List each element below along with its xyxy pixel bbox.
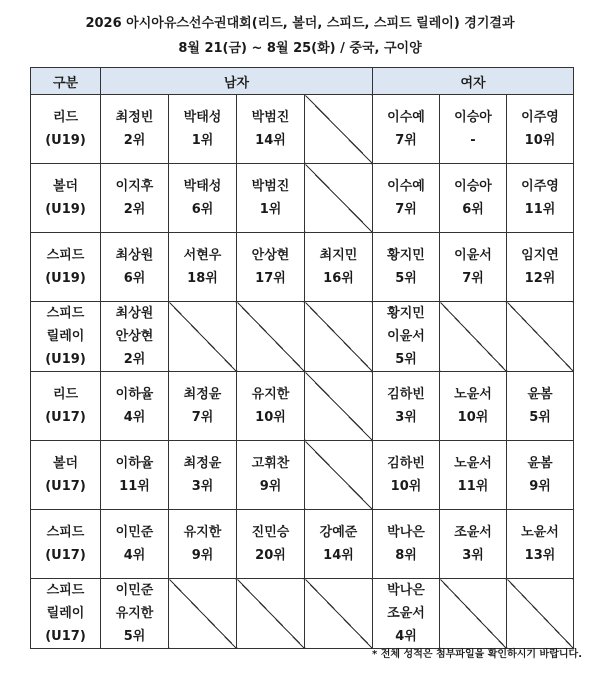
footnote: * 전체 성적은 첨부파일을 확인하시기 바랍니다. [372,649,582,660]
rank-label: - [470,133,476,148]
rank-label: 5위 [395,352,417,367]
female-player-cell [440,441,507,510]
female-player-cell [440,510,507,579]
male-player-cell [101,233,169,302]
rank-label: 4위 [395,629,417,644]
female-player-cell [507,372,574,441]
rank-label: 12위 [524,271,556,286]
male-player-cell [169,441,237,510]
player-name: 윤봄 [527,387,553,402]
table-row [31,233,574,302]
page-title: 2026 아시아유스선수권대회(리드, 볼더, 스피드, 스피드 릴레이) 경기결과 [85,16,515,31]
category-label: 릴레이 [46,329,85,344]
male-player-cell [101,95,169,164]
female-player-cell [507,95,574,164]
category-cell [31,164,101,233]
player-name: 이윤서 [387,329,425,344]
player-name: 황지민 [387,248,425,263]
player-name: 최상원 [115,248,154,263]
female-player-cell [440,233,507,302]
player-name: 최정빈 [115,110,154,125]
player-name: 이민준 [115,525,154,540]
player-name: 이하율 [115,456,154,471]
category-label: 스피드 [46,248,85,263]
female-player-cell [440,95,507,164]
category-label: 스피드 [46,306,85,321]
table-row [31,441,574,510]
rank-label: 11위 [524,202,556,217]
category-label: (U17) [45,629,86,644]
rank-label: 14위 [323,548,354,563]
empty-cell [305,302,373,372]
category-label: 리드 [52,110,79,125]
empty-cell [440,579,507,649]
rank-label: 14위 [255,133,286,148]
player-name: 조윤서 [387,606,425,621]
player-name: 박나은 [387,583,425,598]
rank-label: 9위 [259,479,282,494]
header-female: 여자 [373,68,574,95]
player-name: 황지민 [387,306,425,321]
player-name: 노윤서 [454,387,492,402]
empty-cell [305,441,373,510]
rank-label: 10위 [390,479,422,494]
rank-label: 2위 [123,133,146,148]
male-player-cell [237,441,305,510]
male-player-cell [169,164,237,233]
male-player-cell [169,95,237,164]
rank-label: 3위 [395,410,417,425]
category-label: 스피드 [46,525,85,540]
rank-label: 9위 [191,548,214,563]
player-name: 노윤서 [454,456,492,471]
header-row [31,68,574,95]
female-player-cell [373,302,440,372]
empty-cell [237,579,305,649]
category-label: 리드 [52,387,79,402]
player-name: 이윤서 [454,248,492,263]
rank-label: 16위 [323,271,354,286]
male-player-cell [169,510,237,579]
table-row [31,164,574,233]
player-name: 박범진 [251,110,290,125]
empty-cell [169,579,237,649]
player-name: 최지민 [319,248,358,263]
rank-label: 5위 [123,629,146,644]
category-label: (U19) [45,271,86,286]
category-cell [31,233,101,302]
rank-label: 4위 [123,410,146,425]
player-name: 이수예 [387,110,425,125]
category-label: (U19) [45,202,86,217]
rank-label: 7위 [395,202,417,217]
table-row [31,579,574,649]
rank-label: 9위 [529,479,551,494]
female-player-cell [507,510,574,579]
rank-label: 2위 [123,352,146,367]
male-player-cell [237,233,305,302]
player-name: 최상원 [115,306,154,321]
category-label: (U17) [45,479,86,494]
player-name: 이승아 [454,179,492,194]
player-name: 최정윤 [183,456,222,471]
player-name: 조윤서 [454,525,492,540]
male-player-cell [237,95,305,164]
female-player-cell [440,372,507,441]
male-player-cell [305,233,373,302]
player-name: 서현우 [183,248,222,263]
empty-cell [440,302,507,372]
rank-label: 3위 [191,479,214,494]
category-cell [31,441,101,510]
female-player-cell [507,164,574,233]
category-cell [31,579,101,649]
empty-cell [237,302,305,372]
female-player-cell [507,233,574,302]
male-player-cell [101,510,169,579]
male-player-cell [237,164,305,233]
male-player-cell [101,579,169,649]
category-label: (U19) [45,133,86,148]
category-label: 볼더 [52,179,79,194]
category-label: (U19) [45,352,86,367]
player-name: 김하빈 [387,387,425,402]
female-player-cell [373,233,440,302]
rank-label: 7위 [395,133,417,148]
rank-label: 4위 [123,548,146,563]
empty-cell [305,579,373,649]
rank-label: 13위 [524,548,556,563]
results-table [30,67,574,649]
empty-cell [507,579,574,649]
category-label: 볼더 [52,456,79,471]
rank-label: 10위 [457,410,489,425]
player-name: 박나은 [387,525,425,540]
rank-label: 11위 [119,479,150,494]
rank-label: 5위 [529,410,551,425]
player-name: 박태성 [183,110,222,125]
rank-label: 10위 [524,133,556,148]
rank-label: 11위 [457,479,489,494]
rank-label: 6위 [462,202,484,217]
player-name: 박태성 [183,179,222,194]
player-name: 이수예 [387,179,425,194]
player-name: 노윤서 [521,525,559,540]
empty-cell [305,164,373,233]
header-category: 구분 [31,68,101,95]
player-name: 김하빈 [387,456,425,471]
empty-cell [305,372,373,441]
rank-label: 8위 [395,548,417,563]
empty-cell [507,302,574,372]
rank-label: 5위 [395,271,417,286]
female-player-cell [373,441,440,510]
male-player-cell [169,372,237,441]
female-player-cell [507,441,574,510]
male-player-cell [101,441,169,510]
page-subtitle: 8월 21(금) ~ 8월 25(화) / 중국, 구이양 [178,41,422,56]
rank-label: 7위 [191,410,214,425]
player-name: 안상현 [115,329,154,344]
player-name: 유지한 [183,525,222,540]
player-name: 고휘찬 [251,456,290,471]
female-player-cell [373,579,440,649]
empty-cell [305,95,373,164]
player-name: 이주영 [521,179,559,194]
male-player-cell [169,233,237,302]
male-player-cell [237,372,305,441]
female-player-cell [440,164,507,233]
category-label: (U17) [45,548,86,563]
rank-label: 6위 [191,202,214,217]
male-player-cell [101,164,169,233]
player-name: 이주영 [521,110,559,125]
rank-label: 1위 [259,202,282,217]
male-player-cell [305,510,373,579]
female-player-cell [373,372,440,441]
player-name: 이민준 [115,583,154,598]
header-male: 남자 [101,68,373,95]
male-player-cell [237,510,305,579]
table-row [31,510,574,579]
male-player-cell [101,302,169,372]
category-label: 스피드 [46,583,85,598]
category-cell [31,372,101,441]
rank-label: 7위 [462,271,484,286]
rank-label: 3위 [462,548,484,563]
player-name: 임지연 [521,248,559,263]
empty-cell [169,302,237,372]
player-name: 강예준 [319,525,358,540]
player-name: 이하율 [115,387,154,402]
female-player-cell [373,164,440,233]
player-name: 윤봄 [527,456,553,471]
category-label: (U17) [45,410,86,425]
category-label: 릴레이 [46,606,85,621]
rank-label: 18위 [187,271,218,286]
table-row [31,372,574,441]
player-name: 진민승 [251,525,290,540]
female-player-cell [373,95,440,164]
rank-label: 2위 [123,202,146,217]
rank-label: 10위 [255,410,286,425]
player-name: 유지한 [115,606,154,621]
rank-label: 6위 [123,271,146,286]
rank-label: 17위 [255,271,286,286]
category-cell [31,95,101,164]
player-name: 유지한 [251,387,290,402]
female-player-cell [373,510,440,579]
category-cell [31,302,101,372]
table-row [31,302,574,372]
male-player-cell [101,372,169,441]
rank-label: 20위 [255,548,286,563]
player-name: 최정윤 [183,387,222,402]
player-name: 이승아 [454,110,492,125]
rank-label: 1위 [191,133,214,148]
player-name: 이지후 [115,179,154,194]
table-row [31,95,574,164]
player-name: 박범진 [251,179,290,194]
category-cell [31,510,101,579]
player-name: 안상현 [251,248,290,263]
